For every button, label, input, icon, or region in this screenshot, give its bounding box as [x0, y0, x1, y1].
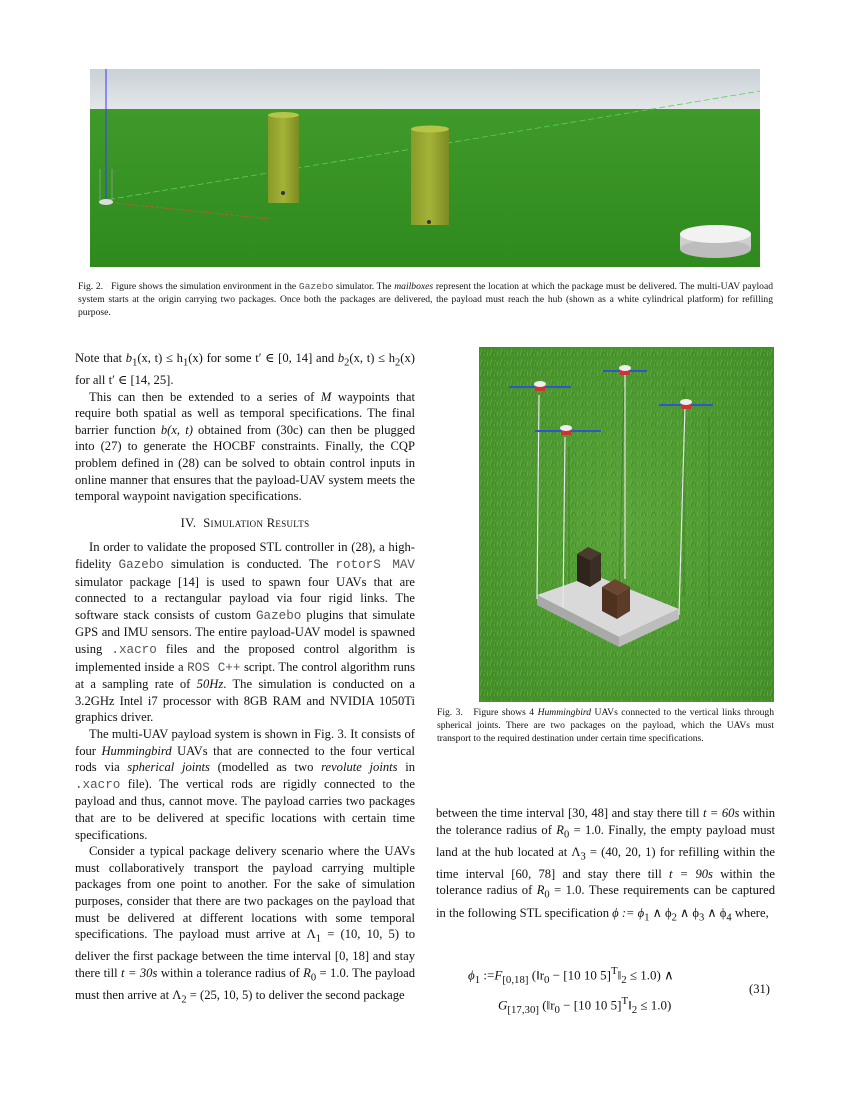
paragraph-specification: between the time interval [30, 48] and stay there till t = 60s within the tolerance radius of $R_0 = 1.0$. Finally, the empty payload must land at the hub located at $\Lambda_3 = (40$, 20, 1) for refilling within the time interval [60, 78] and stay there till t = 90s within the tolerance radius of $R_0 = 1.0$. These requirements can be captured in the following STL specification ϕ := $\phi_1$ ∧ $\phi_2$ ∧ $\phi_3$ ∧ $\phi_4$ where, — [436, 806, 775, 924]
right-column — [436, 805, 775, 927]
package-1 — [577, 547, 601, 587]
fig3-uav-image — [479, 347, 774, 702]
fig3-caption: Fig. 3. Figure shows 4 Hummingbird UAVs connected to the vertical links through spherical joints. There are two packages on the payload, which the UAVs must transport to the required destination under certain time specifications. — [437, 707, 775, 744]
section-heading: IV. Simulation Results — [180, 515, 310, 530]
paragraph-waypoints: This can then be extended to a series of M waypoints that require both spatial as well as temporal specifications. The final barrier function b(x, t) obtained from (30c) can then be plugged into (27) to generate the HOCBF constraints. Finally, the CQP problem defined in (28) can be solved to obtain control inputs in online manner that ensures that the payload-UAV system meets the temporal waypoint navigation specifications. — [75, 389, 415, 504]
package-2 — [602, 579, 630, 619]
left-column — [75, 350, 415, 1009]
fig2-gazebo-image — [90, 69, 760, 267]
paragraph-validation: In order to validate the proposed STL controller in (28), a high-fidelity Gazebo simulation is conducted. The rotorS MAV simulator package [14] is used to spawn four UAVs that are connected to a rectangular payload via four rigid links. The software stack consists of custom Gazebo plugins that simulate GPS and IMU sensors. The entire payload-UAV model is spawned using .xacro files and the proposed control algorithm is implemented inside a ROS C++ script. The control algorithm runs at a sampling rate of 50Hz. The simulation is conducted on a 3.2GHz Intel i7 processor with 8GB RAM and NVIDIA 1050Ti graphics driver. — [75, 540, 416, 725]
mailbox-2 — [411, 126, 449, 226]
sky — [90, 69, 760, 111]
paragraph-scenario: Consider a typical package delivery scenario where the UAVs must collaboratively transport the payload carrying multiple packages from one point to another. For the sake of simulation purposes, consider that there are two packages on the payload that must be delivered at different locations with some temporal specifications. The payload must arrive at $\Lambda_1 = (10$, 10, 5) to deliver the first package between the time interval [0, 18] and stay there till t = 30s within a tolerance radius of $R_0 = 1.0$. The payload must then arrive at $\Lambda_2 = (25$, 10, 5) to deliver the second package — [75, 844, 416, 1006]
fig2-caption: Fig. 2. Figure shows the simulation environment in the Gazebo simulator. The mailboxes represent the location at which the package must be delivered. The multi-UAV payload system starts at the origin carrying two packages. Once both the packages are delivered, the payload must reach the hub (shown as a white cylindrical platform) for refilling purpose. — [78, 281, 774, 318]
equation-line-1: $\phi_1$ $:=F_{[0,18]}$ ($‖r_0 - [10$ 10 $5]^T‖_2 \le 1.0$) ∧ — [468, 965, 674, 986]
paragraph-system: The multi-UAV payload system is shown in Fig. 3. It consists of four Hummingbird UAVs that are connected to the four vertical rods via spherical joints (modelled as two revolute joints in .xacro file). The vertical rods are rigidly connected to the payload and thus, cannot move. The payload carries two packages that are to be delivered at specific locations with certain time specifications. — [75, 726, 415, 842]
equation-number: (31) — [749, 982, 770, 996]
paragraph-note: Note that $b_1(x$, $t) \le h_1(x)$ for some t′ ∈ [0, 14] and $b_2(x$, $t) \le h_2(x)$ for all t′ ∈ [14, 25]. — [75, 351, 415, 388]
hub-platform — [680, 225, 751, 258]
mailbox-1 — [268, 112, 299, 203]
equation-line-2: $G_{[17,30]}$ ($‖r_0 - [10$ 10 $5]^T‖_2 \le 1.0$) — [498, 995, 672, 1016]
